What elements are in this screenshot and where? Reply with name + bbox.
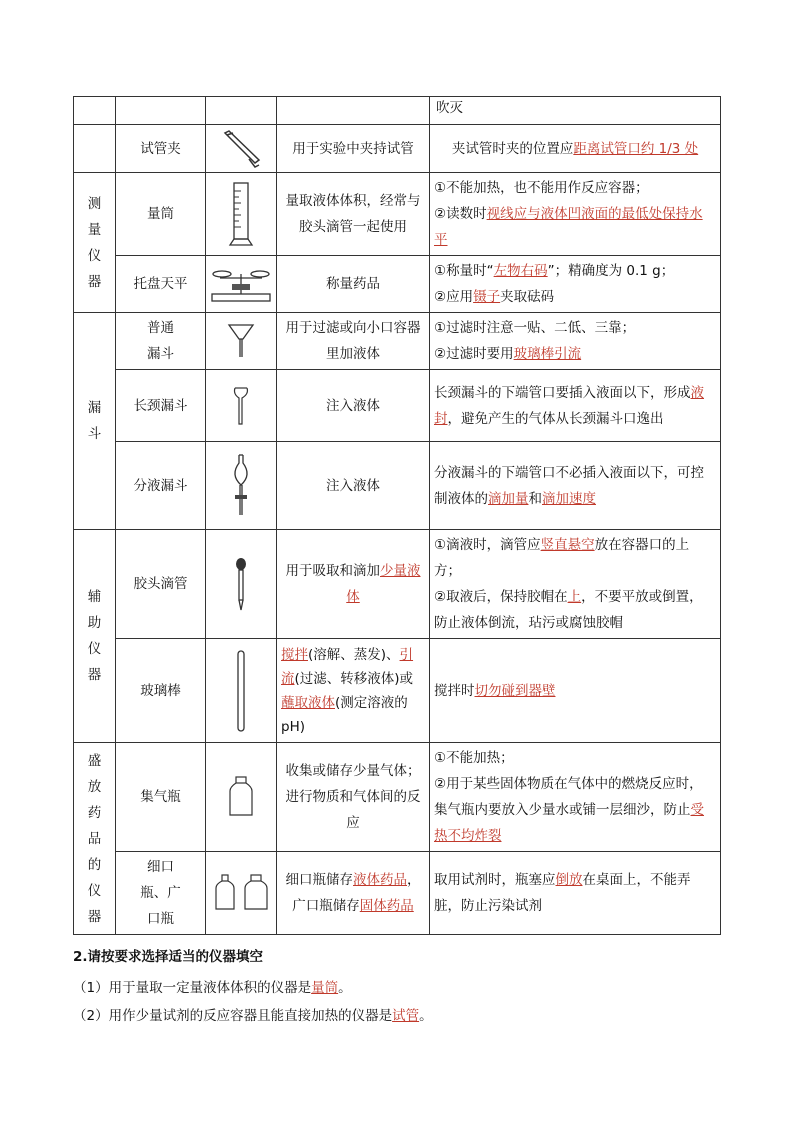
table-row: 辅助仪器 胶头滴管 用于吸取和滴加少量液体 ①滴液时，滴管应竖直悬空放在容器口的上方； ②取液后，保持胶帽在上，不要平放或倒置，防止液体倒流，玷污或腐蚀胶帽 <box>74 530 721 639</box>
question-1: （1）用于量取一定量液体体积的仪器是量筒。 <box>73 980 352 996</box>
test-tube-clamp-icon <box>219 129 263 169</box>
instrument-name: 长颈漏斗 <box>116 370 206 442</box>
instrument-name: 普通漏斗 <box>147 320 174 362</box>
separatory-funnel-icon <box>226 451 256 521</box>
category-label: 辅助仪器 <box>87 589 102 683</box>
instrument-name: 胶头滴管 <box>116 530 206 639</box>
table-row: 玻璃棒 搅拌(溶解、蒸发)、引流(过滤、转移液体)或蘸取液体(测定溶液的pH) 搅拌时切勿碰到器壁 <box>74 639 721 743</box>
instrument-use: 注入液体 <box>277 370 430 442</box>
instrument-name: 分液漏斗 <box>116 442 206 530</box>
instrument-use: 用于过滤或向小口容器里加液体 <box>277 313 430 370</box>
table-row: 细口瓶、广口瓶 细口瓶储存液体药品，广口瓶储存固体药品 取用试剂时，瓶塞应倒放在桌面上，不能弄脏，防止污染试剂 <box>74 852 721 935</box>
table-row: 托盘天平 称量药品 ①称量时“左物右码”；精确度为 0.1 g； ②应用镊子夹取砝码 <box>74 256 721 313</box>
dropper-icon <box>231 556 251 612</box>
note-text: 吹灭 <box>436 100 463 116</box>
gas-jar-icon <box>227 775 255 819</box>
instrument-name: 细口瓶、广口瓶 <box>140 859 181 927</box>
table-row: 测量仪器 量筒 量取液体体积，经常与胶头滴管一起使用 ①不能加热，也不能用作反应容器； ②读数时视线应与液体凹液面的最低处保持水平 <box>74 173 721 256</box>
glass-rod-icon <box>234 649 248 733</box>
table-row: 试管夹 用于实验中夹持试管 夹试管时夹的位置应距离试管口约 1/3 处 <box>74 125 721 173</box>
category-label: 漏斗 <box>87 400 102 442</box>
category-label: 测量仪器 <box>87 195 102 290</box>
category-label: 盛放药品的仪器 <box>87 752 102 925</box>
instrument-name: 量筒 <box>116 173 206 256</box>
instrument-name: 集气瓶 <box>116 743 206 852</box>
instrument-use: 用于实验中夹持试管 <box>277 125 430 173</box>
long-neck-funnel-icon <box>229 384 253 428</box>
instrument-use: 称量药品 <box>277 256 430 313</box>
instrument-name: 试管夹 <box>116 125 206 173</box>
reagent-bottles-icon <box>213 873 269 913</box>
table-row: 盛放药品的仪器 集气瓶 收集或储存少量气体；进行物质和气体间的反应 ①不能加热； ②用于某些固体物质在气体中的燃烧反应时，集气瓶内要放入少量水或铺一层细沙，防止受热不均炸裂 <box>74 743 721 852</box>
instrument-use: 量取液体体积，经常与胶头滴管一起使用 <box>277 173 430 256</box>
graduated-cylinder-icon <box>226 179 256 249</box>
balance-icon <box>210 264 272 304</box>
instrument-use: 注入液体 <box>277 442 430 530</box>
table-row: 漏斗 普通漏斗 用于过滤或向小口容器里加液体 ①过滤时注意一贴、二低、三靠； ②过滤时要用玻璃棒引流 <box>74 313 721 370</box>
instrument-name: 托盘天平 <box>116 256 206 313</box>
instrument-use: 收集或储存少量气体；进行物质和气体间的反应 <box>277 743 430 852</box>
table-row <box>74 97 721 125</box>
instrument-table <box>73 96 721 935</box>
section-title: 2.请按要求选择适当的仪器填空 <box>73 949 264 965</box>
table-row: 分液漏斗 注入液体 分液漏斗的下端管口不必插入液面以下，可控制液体的滴加量和滴加速度 <box>74 442 721 530</box>
funnel-icon <box>226 321 256 361</box>
table-row: 长颈漏斗 注入液体 长颈漏斗的下端管口要插入液面以下，形成液封，避免产生的气体从长颈漏斗口逸出 <box>74 370 721 442</box>
question-2: （2）用作少量试剂的反应容器且能直接加热的仪器是试管。 <box>73 1008 433 1024</box>
instrument-name: 玻璃棒 <box>116 639 206 743</box>
